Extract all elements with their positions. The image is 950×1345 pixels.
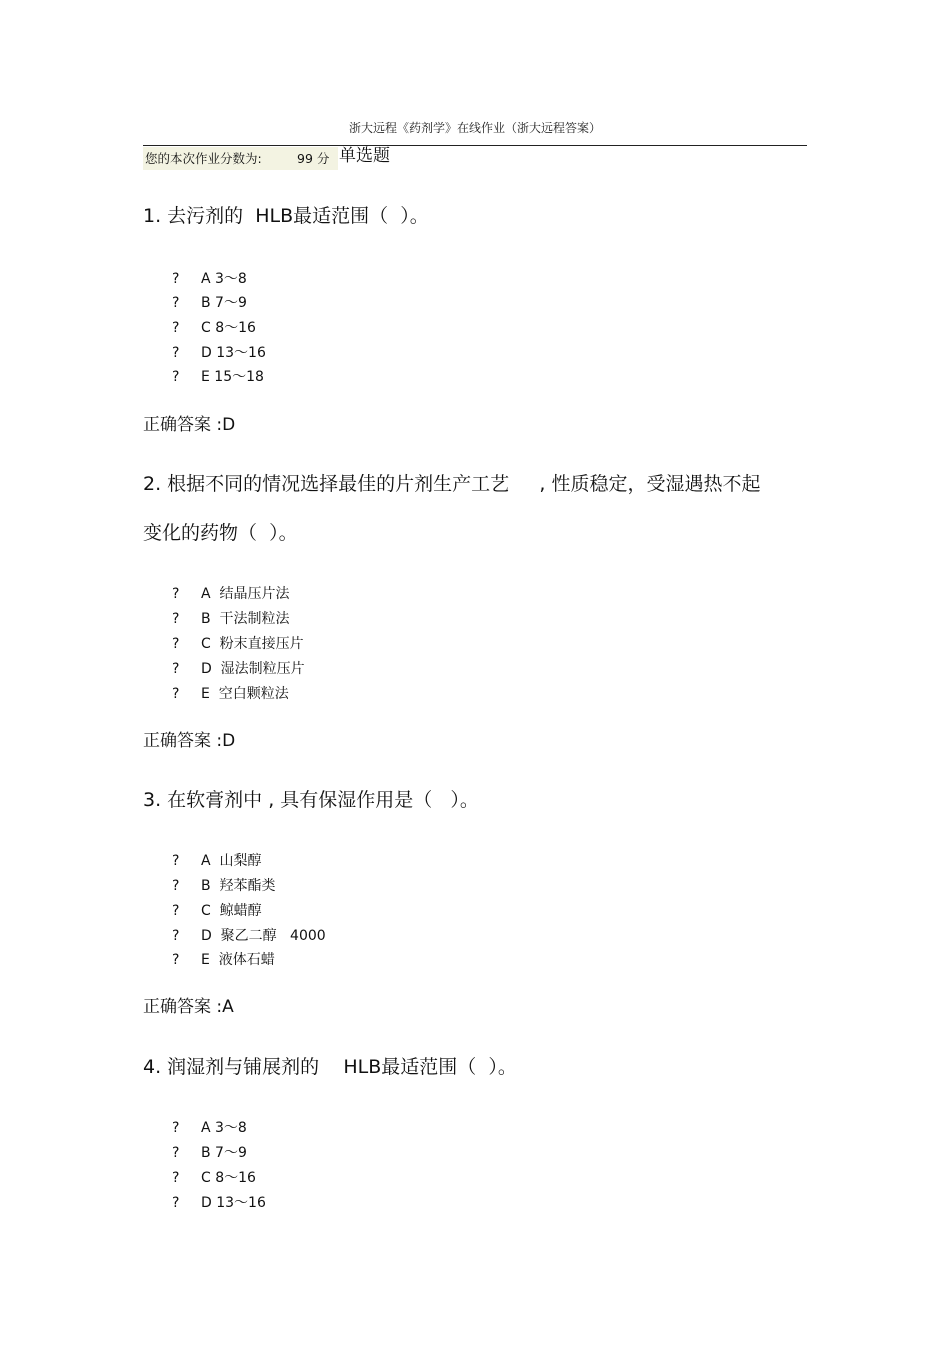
- score-value: 99 分: [297, 151, 330, 166]
- option-marker: ?: [172, 952, 180, 968]
- option-marker: ?: [172, 853, 180, 869]
- question-text: 1. 去污剂的 HLB最适范围（ ）。: [143, 205, 429, 227]
- option-text: C 8～16: [201, 1170, 256, 1186]
- option-text: A 山梨醇: [201, 853, 262, 869]
- correct-answer: 正确答案 :D: [143, 731, 236, 751]
- option-text: E 15～18: [201, 369, 264, 385]
- correct-answer: 正确答案 :A: [143, 997, 234, 1017]
- option-text: B 干法制粒法: [201, 611, 290, 627]
- option-marker: ?: [172, 320, 180, 336]
- option-marker: ?: [172, 271, 180, 287]
- option-text: A 3～8: [201, 1120, 247, 1136]
- option-marker: ?: [172, 903, 180, 919]
- option-text: D 聚乙二醇 4000: [201, 928, 326, 944]
- option-marker: ?: [172, 345, 180, 361]
- option-marker: ?: [172, 1120, 180, 1136]
- option-text: D 13～16: [201, 345, 266, 361]
- question-text: 2. 根据不同的情况选择最佳的片剂生产工艺 , 性质稳定，受湿遇热不起: [143, 473, 761, 495]
- option-text: D 湿法制粒压片: [201, 661, 305, 677]
- score-label: 您的本次作业分数为:: [145, 151, 262, 166]
- option-marker: ?: [172, 1145, 180, 1161]
- question-text: 4. 润湿剂与铺展剂的 HLB最适范围（ ）。: [143, 1056, 517, 1078]
- option-marker: ?: [172, 611, 180, 627]
- option-text: A 结晶压片法: [201, 586, 290, 602]
- option-marker: ?: [172, 686, 180, 702]
- option-text: D 13～16: [201, 1195, 266, 1211]
- correct-answer: 正确答案 :D: [143, 415, 236, 435]
- option-marker: ?: [172, 636, 180, 652]
- option-marker: ?: [172, 295, 180, 311]
- option-text: E 空白颗粒法: [201, 686, 289, 702]
- question-text: 3. 在软膏剂中 , 具有保湿作用是（ ）。: [143, 789, 479, 811]
- score-box: [143, 147, 338, 170]
- question-text-continued: 变化的药物（ ）。: [143, 522, 298, 544]
- option-text: C 8～16: [201, 320, 256, 336]
- option-text: C 粉末直接压片: [201, 636, 304, 652]
- option-marker: ?: [172, 369, 180, 385]
- option-text: A 3～8: [201, 271, 247, 287]
- page-header-title: 浙大远程《药剂学》在线作业（浙大远程答案）: [348, 121, 601, 135]
- option-marker: ?: [172, 661, 180, 677]
- header-divider: [143, 145, 807, 146]
- option-marker: ?: [172, 586, 180, 602]
- section-type-label: 单选题: [339, 146, 390, 166]
- option-marker: ?: [172, 928, 180, 944]
- option-marker: ?: [172, 1195, 180, 1211]
- option-text: B 羟苯酯类: [201, 878, 276, 894]
- option-text: B 7～9: [201, 1145, 247, 1161]
- option-text: E 液体石蜡: [201, 952, 275, 968]
- option-marker: ?: [172, 1170, 180, 1186]
- option-text: B 7～9: [201, 295, 247, 311]
- option-text: C 鲸蜡醇: [201, 903, 262, 919]
- option-marker: ?: [172, 878, 180, 894]
